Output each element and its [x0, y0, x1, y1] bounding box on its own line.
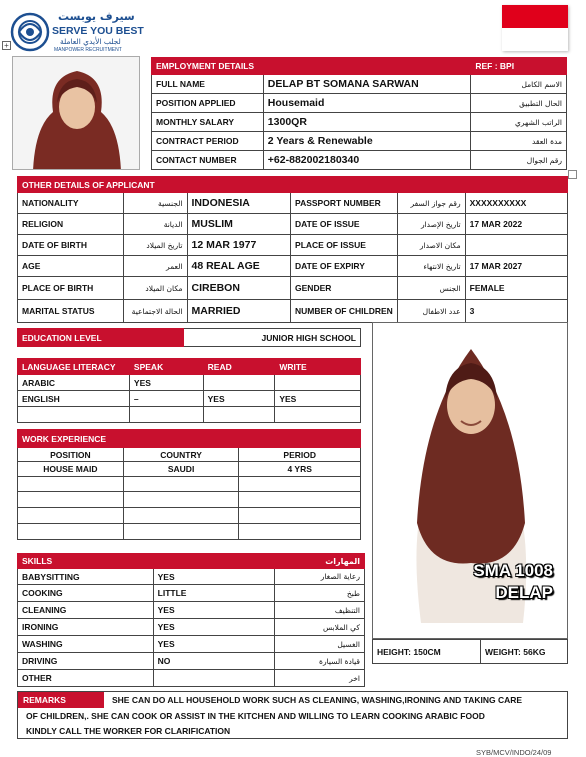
- flag-icon: [502, 5, 568, 51]
- language-name: [18, 407, 130, 423]
- other-details-table: [17, 176, 568, 323]
- skill-name: WASHING: [18, 636, 154, 653]
- logo-name: SERVE YOU BEST: [52, 25, 144, 37]
- read-value: [203, 407, 275, 423]
- field-label-ar: تاريخ الإصدار: [397, 214, 465, 235]
- education-label: EDUCATION LEVEL: [18, 329, 184, 347]
- work-position: [18, 477, 124, 492]
- work-period: [239, 477, 361, 492]
- employment-details-table: [151, 57, 567, 170]
- weight-value: WEIGHT: 56KG: [481, 640, 568, 664]
- skill-name: BABYSITTING: [18, 569, 154, 585]
- speak-value: YES: [129, 375, 203, 391]
- applicant-full-photo: [372, 322, 568, 639]
- remarks-line3: KINDLY CALL THE WORKER FOR CLARIFICATION: [26, 726, 231, 736]
- resize-handle[interactable]: [568, 170, 577, 179]
- work-position: [18, 492, 124, 508]
- field-label-ar: تاريخ الانتهاء: [397, 256, 465, 277]
- field-label-ar: عدد الاطفال: [397, 300, 465, 323]
- field-value: FEMALE: [465, 277, 567, 300]
- field-label: POSITION APPLIED: [152, 94, 264, 113]
- column-header: POSITION: [18, 448, 124, 462]
- photo-caption-line1: SMA 1008: [473, 561, 553, 580]
- field-label: NUMBER OF CHILDREN: [291, 300, 398, 323]
- field-value: MUSLIM: [187, 214, 291, 235]
- other-details-header: OTHER DETAILS OF APPLICANT: [18, 177, 398, 193]
- move-handle-icon[interactable]: +: [2, 41, 11, 50]
- measurements-table: [372, 639, 568, 664]
- work-period: [239, 492, 361, 508]
- field-value: 1300QR: [263, 113, 471, 132]
- language-name: ENGLISH: [18, 391, 130, 407]
- work-period: 4 YRS: [239, 462, 361, 477]
- skill-name-ar: اخر: [275, 670, 365, 687]
- skill-value: YES: [153, 602, 275, 619]
- skill-name: DRIVING: [18, 653, 154, 670]
- write-value: [275, 407, 361, 423]
- field-label-ar: العمر: [123, 256, 187, 277]
- skill-value: YES: [153, 569, 275, 585]
- field-label: PASSPORT NUMBER: [291, 193, 398, 214]
- remarks-label: REMARKS: [18, 692, 104, 708]
- speak-header: SPEAK: [129, 359, 203, 375]
- header-fill: [397, 177, 567, 193]
- read-value: [203, 375, 275, 391]
- speak-value: [129, 407, 203, 423]
- company-logo: [6, 10, 144, 54]
- field-label: NATIONALITY: [18, 193, 124, 214]
- skill-name: IRONING: [18, 619, 154, 636]
- remarks-line2: OF CHILDREN,. SHE CAN COOK OR ASSIST IN THE KITCHEN AND WILLING TO LEARN COOKING ARABIC FOOD: [26, 711, 485, 721]
- work-country: [123, 524, 239, 540]
- field-value: 12 MAR 1977: [187, 235, 291, 256]
- logo-arabic: سيرف يوبست: [58, 10, 135, 23]
- field-label-ar: رقم جواز السفر: [397, 193, 465, 214]
- skill-name-ar: قيادة السيارة: [275, 653, 365, 670]
- field-value: 2 Years & Renewable: [263, 132, 471, 151]
- field-label: GENDER: [291, 277, 398, 300]
- field-label-ar: مدة العقد: [471, 132, 567, 151]
- skill-value: LITTLE: [153, 585, 275, 602]
- field-label: PLACE OF ISSUE: [291, 235, 398, 256]
- read-header: READ: [203, 359, 275, 375]
- field-value: MARRIED: [187, 300, 291, 323]
- skill-value: YES: [153, 619, 275, 636]
- field-label: PLACE OF BIRTH: [18, 277, 124, 300]
- field-label-ar: مكان الميلاد: [123, 277, 187, 300]
- height-value: HEIGHT: 150CM: [373, 640, 481, 664]
- field-label-ar: الديانة: [123, 214, 187, 235]
- field-value: 17 MAR 2027: [465, 256, 567, 277]
- read-value: YES: [203, 391, 275, 407]
- language-table: [17, 358, 361, 423]
- field-label: DATE OF ISSUE: [291, 214, 398, 235]
- applicant-portrait: [12, 56, 140, 170]
- education-value: JUNIOR HIGH SCHOOL: [184, 329, 361, 347]
- document-code: SYB/MCV/INDO/24/09: [476, 748, 552, 757]
- field-label-ar: الراتب الشهري: [471, 113, 567, 132]
- speak-value: –: [129, 391, 203, 407]
- field-label-ar: رقم الجوال: [471, 151, 567, 170]
- skills-header-ar: المهارات: [275, 554, 365, 569]
- write-value: [275, 375, 361, 391]
- field-value: [465, 235, 567, 256]
- language-name: ARABIC: [18, 375, 130, 391]
- work-position: [18, 524, 124, 540]
- skill-name-ar: طبخ: [275, 585, 365, 602]
- skill-name-ar: رعاية الصغار: [275, 569, 365, 585]
- work-period: [239, 508, 361, 524]
- field-label: DATE OF BIRTH: [18, 235, 124, 256]
- field-label: CONTACT NUMBER: [152, 151, 264, 170]
- remarks-box: [17, 691, 568, 739]
- work-experience-table: [17, 429, 361, 540]
- skill-name: OTHER: [18, 670, 154, 687]
- field-value: 48 REAL AGE: [187, 256, 291, 277]
- field-value: DELAP BT SOMANA SARWAN: [263, 75, 471, 94]
- field-value: CIREBON: [187, 277, 291, 300]
- remarks-line1: SHE CAN DO ALL HOUSEHOLD WORK SUCH AS CLEANING, WASHING,IRONING AND TAKING CARE: [112, 695, 523, 705]
- logo-arabic-sub: لجلب الأيدي العاملة: [60, 37, 121, 46]
- field-label-ar: تاريخ الميلاد: [123, 235, 187, 256]
- skill-value: YES: [153, 636, 275, 653]
- work-country: [123, 477, 239, 492]
- skill-name-ar: التنظيف: [275, 602, 365, 619]
- work-country: [123, 492, 239, 508]
- photo-caption-line2: DELAP: [495, 583, 553, 602]
- field-label: MARITAL STATUS: [18, 300, 124, 323]
- field-label: MONTHLY SALARY: [152, 113, 264, 132]
- logo-sub: MANPOWER RECRUITMENT: [54, 47, 122, 53]
- field-label-ar: الحال التطبيق: [471, 94, 567, 113]
- logo-emblem-icon: [10, 12, 50, 52]
- field-value: XXXXXXXXXX: [465, 193, 567, 214]
- skill-name: COOKING: [18, 585, 154, 602]
- field-value: 17 MAR 2022: [465, 214, 567, 235]
- field-label-ar: الجنس: [397, 277, 465, 300]
- skill-name-ar: الغسيل: [275, 636, 365, 653]
- field-label-ar: الجنسية: [123, 193, 187, 214]
- field-value: 3: [465, 300, 567, 323]
- field-label: AGE: [18, 256, 124, 277]
- field-value: INDONESIA: [187, 193, 291, 214]
- skill-name: CLEANING: [18, 602, 154, 619]
- employment-header: EMPLOYMENT DETAILS: [152, 58, 471, 75]
- skill-value: NO: [153, 653, 275, 670]
- work-position: HOUSE MAID: [18, 462, 124, 477]
- work-position: [18, 508, 124, 524]
- field-label: CONTRACT PERIOD: [152, 132, 264, 151]
- field-label: FULL NAME: [152, 75, 264, 94]
- field-label: RELIGION: [18, 214, 124, 235]
- skill-name-ar: كي الملابس: [275, 619, 365, 636]
- field-label: DATE OF EXPIRY: [291, 256, 398, 277]
- field-label-ar: الاسم الكامل: [471, 75, 567, 94]
- skill-value: [153, 670, 275, 687]
- work-country: [123, 508, 239, 524]
- column-header: COUNTRY: [123, 448, 239, 462]
- work-country: SAUDI: [123, 462, 239, 477]
- field-label-ar: الحالة الاجتماعية: [123, 300, 187, 323]
- field-value: +62-882002180340: [263, 151, 471, 170]
- language-header: LANGUAGE LITERACY: [18, 359, 130, 375]
- column-header: PERIOD: [239, 448, 361, 462]
- skills-header: SKILLS: [18, 554, 275, 569]
- ref-label: REF : BPI: [471, 58, 567, 75]
- work-header: WORK EXPERIENCE: [18, 430, 361, 448]
- write-header: WRITE: [275, 359, 361, 375]
- skills-table: [17, 553, 365, 687]
- write-value: YES: [275, 391, 361, 407]
- work-period: [239, 524, 361, 540]
- education-table: [17, 328, 361, 347]
- field-value: Housemaid: [263, 94, 471, 113]
- field-label-ar: مكان الاصدار: [397, 235, 465, 256]
